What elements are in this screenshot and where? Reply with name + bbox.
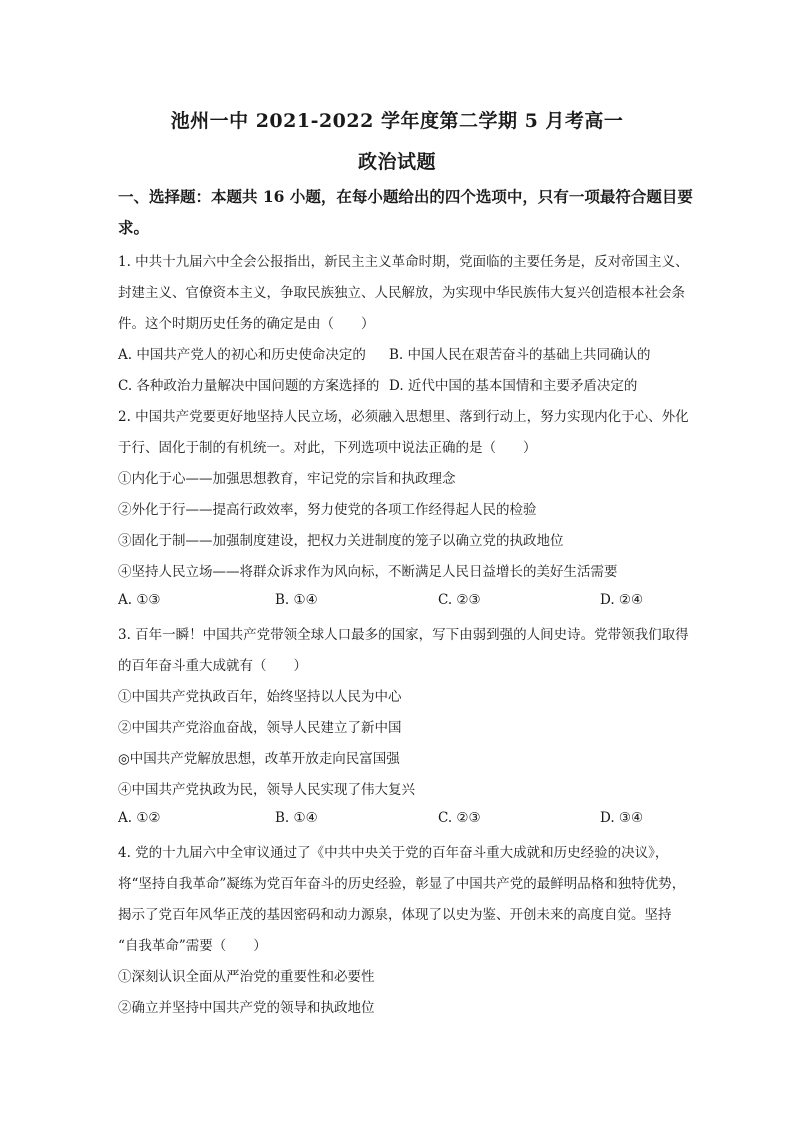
q3-stem-line2: 的百年奋斗重大成就有（ ）: [118, 658, 307, 674]
section-heading: [118, 181, 708, 243]
q3-item-2: ②中国共产党浴血奋战，领导人民建立了新中国: [118, 720, 402, 736]
q1-option-d: D. 近代中国的基本国情和主要矛盾决定的: [389, 378, 638, 394]
exam-title: 池州一中 2021-2022 学年度第二学期 5 月考高一: [170, 110, 624, 132]
q4-stem-line1: 4. 党的十九届六中全审议通过了《中共中央关于党的百年奋斗重大成就和历史经验的决议》，: [118, 845, 669, 861]
q3-stem-line1: 3. 百年一瞬！中国共产党带领全球人口最多的国家，写下由弱到强的人间史诗。党带领我们取得: [118, 627, 689, 643]
q3-option-a: A. ①②: [118, 810, 161, 826]
q1-option-a: A. 中国共产党人的初心和历史使命决定的: [118, 347, 366, 363]
q2-stem-line1: 2. 中国共产党要更好地坚持人民立场，必须融入思想里、落到行动上，努力实现内化于心、外化: [118, 409, 689, 425]
section-heading-line1: 一、选择题：本题共 16 小题，在每小题给出的四个选项中，只有一项最符合题目要: [118, 187, 693, 206]
q3-option-b: B. ①④: [275, 810, 318, 826]
q2-stem-line2: 于行、固化于制的有机统一。对此，下列选项中说法正确的是（ ）: [118, 440, 537, 456]
q4-stem-line4: “自我革命”需要（ ）: [118, 938, 267, 954]
q2-option-a: A. ①③: [118, 592, 161, 608]
q2-item-3: ③固化于制——加强制度建设，把权力关进制度的笼子以确立党的执政地位: [118, 533, 564, 549]
q4-stem-line3: 揭示了党百年风华正茂的基因密码和动力源泉，体现了以史为鉴、开创未来的高度自觉。坚持: [118, 907, 672, 923]
q3-item-4: ④中国共产党执政为民，领导人民实现了伟大复兴: [118, 782, 415, 798]
section-heading-line2: 求。: [118, 218, 150, 237]
q2-option-d: D. ②④: [600, 592, 644, 608]
q1-option-b: B. 中国人民在艰苦奋斗的基础上共同确认的: [389, 347, 651, 363]
q3-item-3: ◎中国共产党解放思想，改革开放走向民富国强: [118, 751, 400, 767]
q2-item-2: ②外化于行——提高行政效率，努力使党的各项工作经得起人民的检验: [118, 502, 537, 518]
q2-item-4: ④坚持人民立场——将群众诉求作为风向标，不断满足人民日益增长的美好生活需要: [118, 564, 618, 580]
q1-options-row1: [118, 343, 708, 363]
q1-option-c: C. 各种政治力量解决中国问题的方案选择的: [118, 378, 380, 394]
q2-item-1: ①内化于心——加强思想教育，牢记党的宗旨和执政理念: [118, 471, 456, 487]
q3-option-c: C. ②③: [438, 810, 481, 826]
q4-item-1: ①深刻认识全面从严治党的重要性和必要性: [118, 969, 375, 985]
q3-item-1: ①中国共产党执政百年，始终坚持以人民为中心: [118, 689, 402, 705]
q2-option-b: B. ①④: [275, 592, 318, 608]
q4-stem-line2: 将“坚持自我革命”凝练为党百年奋斗的历史经验，彰显了中国共产党的最鲜明品格和独特优势，: [118, 876, 686, 892]
exam-subject-title: 政治试题: [357, 151, 436, 173]
q1-stem-line2: 封建主义、官僚资本主义，争取民族独立、人民解放，为实现中华民族伟大复兴创造根本社会条: [118, 285, 685, 301]
q1-stem-line1: 1. 中共十九届六中全会公报指出，新民主主义革命时期，党面临的主要任务是，反对帝国主义、: [118, 254, 689, 270]
q2-option-c: C. ②③: [438, 592, 481, 608]
q4-item-2: ②确立并坚持中国共产党的领导和执政地位: [118, 1000, 375, 1016]
q1-stem-line3: 件。这个时期历史任务的确定是由（ ）: [118, 316, 375, 332]
q3-option-d: D. ③④: [600, 810, 644, 826]
q1-options-row2: [118, 374, 708, 394]
